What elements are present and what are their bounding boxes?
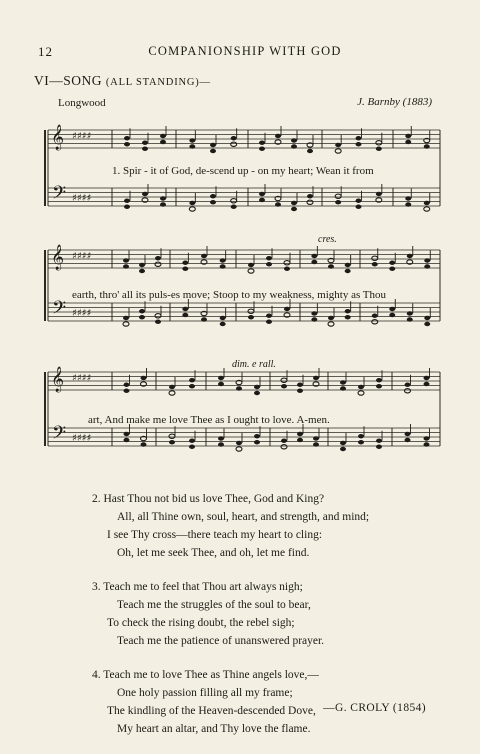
- note-head: [311, 311, 317, 315]
- verse-line: My heart an altar, and Thy love the flame.: [117, 723, 311, 735]
- note-head: [335, 200, 341, 204]
- note-head: [124, 438, 130, 442]
- note-head: [345, 269, 351, 273]
- lyric-line-3: art, And make me love Thee as I ought to love. A-men.: [88, 414, 330, 426]
- note-head: [220, 264, 226, 268]
- note-head: [372, 314, 378, 318]
- note-head: [248, 269, 254, 273]
- note-head: [266, 314, 272, 318]
- note-head: [124, 136, 130, 140]
- note-head: [345, 309, 351, 313]
- note-head: [291, 138, 297, 142]
- note-head: [335, 143, 341, 147]
- note-head: [139, 315, 145, 319]
- note-head: [407, 317, 413, 321]
- note-head: [248, 309, 254, 313]
- treble-staff: [48, 130, 440, 148]
- note-head: [139, 309, 145, 313]
- note-head: [169, 434, 175, 438]
- note-head: [254, 434, 260, 438]
- note-head: [266, 256, 272, 260]
- note-head: [189, 439, 195, 443]
- note-head: [236, 447, 242, 451]
- note-head: [372, 320, 378, 324]
- key-signature: ♯♯♯♯: [72, 308, 92, 319]
- bass-clef: 𝄢: [52, 298, 67, 323]
- verse-line: The kindling of the Heaven-descended Dove,: [107, 705, 316, 717]
- expression-dim: dim. e rall.: [232, 359, 276, 370]
- note-head: [356, 199, 362, 203]
- note-head: [297, 432, 303, 436]
- verse-2: [0, 490, 480, 562]
- note-head: [259, 141, 265, 145]
- note-head: [281, 445, 287, 449]
- note-head: [182, 313, 188, 317]
- note-head: [424, 376, 430, 380]
- note-head: [124, 432, 130, 436]
- note-head: [389, 261, 395, 265]
- note-head: [248, 263, 254, 267]
- note-head: [424, 207, 430, 211]
- treble-clef: 𝄞: [51, 245, 65, 270]
- note-head: [405, 383, 411, 387]
- note-head: [259, 147, 265, 151]
- note-head: [389, 313, 395, 317]
- note-head: [358, 440, 364, 444]
- note-head: [424, 316, 430, 320]
- verse-line: Teach me the struggles of the soul to bear,: [117, 599, 311, 611]
- verse-line: 2. Hast Thou not bid us love Thee, God and King?: [92, 493, 325, 505]
- note-head: [155, 256, 161, 260]
- note-head: [266, 262, 272, 266]
- note-head: [340, 441, 346, 445]
- note-head: [201, 317, 207, 321]
- note-head: [236, 386, 242, 390]
- note-head: [311, 260, 317, 264]
- note-head: [142, 141, 148, 145]
- note-head: [123, 258, 129, 262]
- note-head: [259, 198, 265, 202]
- composer: J. Barnby (1883): [357, 96, 432, 108]
- note-head: [340, 380, 346, 384]
- note-head: [405, 432, 411, 436]
- note-head: [189, 144, 195, 148]
- note-head: [405, 140, 411, 144]
- note-head: [313, 442, 319, 446]
- note-head: [155, 314, 161, 318]
- note-head: [123, 316, 129, 320]
- note-head: [231, 142, 237, 146]
- note-head: [307, 200, 313, 204]
- note-head: [291, 144, 297, 148]
- note-head: [123, 322, 129, 326]
- verse-3: [0, 578, 480, 650]
- note-head: [335, 149, 341, 153]
- note-head: [376, 378, 382, 382]
- note-head: [358, 391, 364, 395]
- note-head: [358, 434, 364, 438]
- note-head: [182, 307, 188, 311]
- note-head: [124, 383, 130, 387]
- key-signature: ♯♯♯♯: [72, 433, 92, 444]
- note-head: [124, 199, 130, 203]
- note-head: [335, 194, 341, 198]
- running-title: COMPANIONSHIP WITH GOD: [148, 44, 342, 58]
- note-head: [169, 391, 175, 395]
- note-head: [169, 385, 175, 389]
- note-head: [266, 320, 272, 324]
- bass-clef: 𝄢: [52, 423, 67, 448]
- note-head: [218, 382, 224, 386]
- note-head: [155, 262, 161, 266]
- note-head: [220, 316, 226, 320]
- note-head: [139, 269, 145, 273]
- note-head: [376, 445, 382, 449]
- note-head: [141, 442, 147, 446]
- note-head: [259, 192, 265, 196]
- note-head: [210, 200, 216, 204]
- note-head: [405, 196, 411, 200]
- note-head: [405, 389, 411, 393]
- note-head: [231, 199, 237, 203]
- note-head: [313, 376, 319, 380]
- note-head: [376, 141, 382, 145]
- verse-line: To check the rising doubt, the rebel sigh;: [107, 617, 295, 629]
- note-head: [218, 376, 224, 380]
- note-head: [424, 201, 430, 205]
- note-head: [254, 440, 260, 444]
- section-heading: [34, 73, 211, 89]
- note-head: [248, 315, 254, 319]
- key-signature: ♯♯♯♯: [72, 373, 92, 384]
- note-head: [189, 445, 195, 449]
- note-head: [389, 307, 395, 311]
- note-head: [189, 138, 195, 142]
- verses: [0, 490, 480, 754]
- note-head: [407, 311, 413, 315]
- verse-line: 3. Teach me to feel that Thou art always nigh;: [92, 581, 303, 593]
- note-head: [356, 205, 362, 209]
- verse-line: 4. Teach me to love Thee as Thine angels love,—: [92, 669, 319, 681]
- note-head: [372, 262, 378, 266]
- note-head: [407, 254, 413, 258]
- note-head: [220, 258, 226, 262]
- note-head: [169, 440, 175, 444]
- attribution: —G. CROLY (1854): [323, 702, 426, 714]
- note-head: [311, 254, 317, 258]
- note-head: [405, 202, 411, 206]
- note-head: [340, 386, 346, 390]
- note-head: [254, 385, 260, 389]
- note-head: [139, 263, 145, 267]
- note-head: [424, 144, 430, 148]
- note-head: [405, 438, 411, 442]
- note-head: [160, 140, 166, 144]
- note-head: [356, 142, 362, 146]
- note-head: [372, 256, 378, 260]
- note-head: [220, 322, 226, 326]
- bass-staff: [48, 428, 440, 446]
- note-head: [275, 202, 281, 206]
- note-head: [405, 134, 411, 138]
- note-head: [281, 439, 287, 443]
- note-head: [313, 436, 319, 440]
- note-head: [424, 264, 430, 268]
- note-head: [231, 136, 237, 140]
- note-head: [218, 442, 224, 446]
- section-heading-main: VI—SONG: [34, 73, 106, 88]
- note-head: [297, 389, 303, 393]
- note-head: [307, 194, 313, 198]
- note-head: [210, 194, 216, 198]
- key-signature: ♯♯♯♯: [72, 131, 92, 142]
- bass-staff: [48, 188, 440, 206]
- note-head: [311, 317, 317, 321]
- note-head: [123, 264, 129, 268]
- lyric-line-2: earth, thro' all its puls-es move; Stoop to my weakness, mighty as Thou: [72, 289, 387, 301]
- note-head: [218, 436, 224, 440]
- note-head: [358, 385, 364, 389]
- note-head: [376, 192, 382, 196]
- note-head: [275, 134, 281, 138]
- note-head: [424, 442, 430, 446]
- note-head: [182, 261, 188, 265]
- note-head: [254, 391, 260, 395]
- note-head: [328, 322, 334, 326]
- note-head: [189, 378, 195, 382]
- note-head: [376, 384, 382, 388]
- note-head: [142, 192, 148, 196]
- note-head: [281, 384, 287, 388]
- note-head: [284, 307, 290, 311]
- note-head: [376, 147, 382, 151]
- note-head: [424, 322, 430, 326]
- note-head: [328, 316, 334, 320]
- note-head: [297, 438, 303, 442]
- key-signature: ♯♯♯♯: [72, 251, 92, 262]
- note-head: [328, 264, 334, 268]
- note-head: [124, 389, 130, 393]
- note-head: [424, 258, 430, 262]
- note-head: [160, 196, 166, 200]
- note-head: [297, 383, 303, 387]
- treble-staff: [48, 250, 440, 268]
- note-head: [424, 382, 430, 386]
- note-head: [389, 267, 395, 271]
- note-head: [160, 202, 166, 206]
- note-head: [189, 207, 195, 211]
- note-head: [281, 378, 287, 382]
- bass-staff: [48, 303, 440, 321]
- note-head: [284, 261, 290, 265]
- note-head: [231, 205, 237, 209]
- note-head: [307, 149, 313, 153]
- note-head: [210, 149, 216, 153]
- verse-line: One holy passion filling all my frame;: [117, 687, 293, 699]
- treble-clef: 𝄞: [51, 367, 65, 392]
- note-head: [155, 320, 161, 324]
- note-head: [201, 254, 207, 258]
- note-head: [189, 201, 195, 205]
- note-head: [356, 136, 362, 140]
- section-heading-note: (ALL STANDING)—: [105, 77, 211, 88]
- lyric-line-1: 1. Spir - it of God, de-scend up - on my heart; Wean it from: [112, 165, 374, 177]
- page-number: 12: [38, 44, 53, 59]
- note-head: [340, 447, 346, 451]
- note-head: [141, 376, 147, 380]
- note-head: [291, 207, 297, 211]
- note-head: [182, 267, 188, 271]
- note-head: [345, 263, 351, 267]
- tune-name: Longwood: [58, 97, 106, 109]
- bass-clef: 𝄢: [52, 183, 67, 208]
- key-signature: ♯♯♯♯: [72, 193, 92, 204]
- note-head: [345, 315, 351, 319]
- note-head: [424, 436, 430, 440]
- note-head: [124, 142, 130, 146]
- expression-cres: cres.: [318, 234, 337, 245]
- note-head: [189, 384, 195, 388]
- verse-line: I see Thy cross—there teach my heart to cling:: [107, 529, 323, 541]
- note-head: [236, 441, 242, 445]
- note-head: [284, 267, 290, 271]
- note-head: [376, 439, 382, 443]
- note-head: [124, 205, 130, 209]
- note-head: [291, 201, 297, 205]
- verse-line: All, all Thine own, soul, heart, and strength, and mind;: [117, 511, 370, 523]
- note-head: [142, 147, 148, 151]
- note-head: [160, 134, 166, 138]
- verse-line: Oh, let me seek Thee, and oh, let me find.: [117, 547, 310, 559]
- note-head: [210, 143, 216, 147]
- verse-line: Teach me the patience of unanswered prayer.: [117, 635, 325, 647]
- treble-clef: 𝄞: [51, 125, 65, 150]
